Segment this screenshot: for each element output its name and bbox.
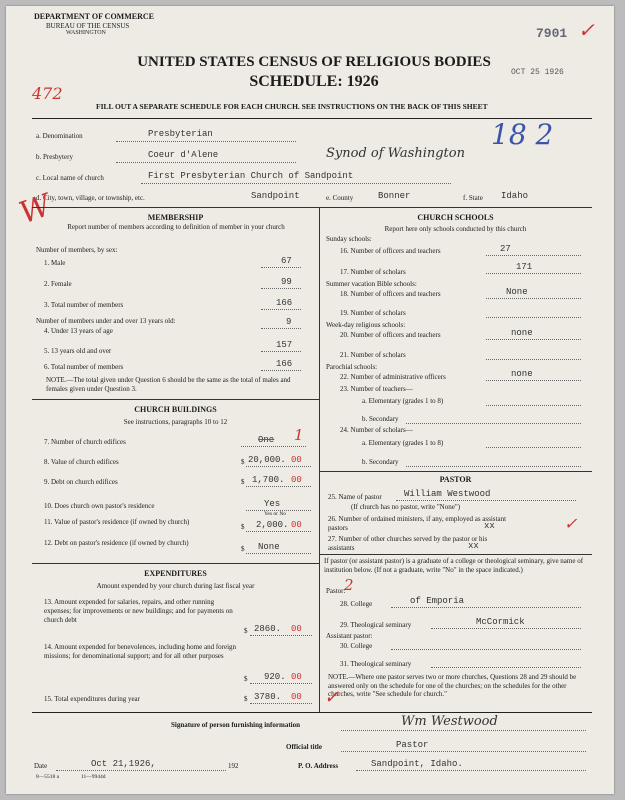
rule xyxy=(32,712,592,713)
q23a-label: a. Elementary (grades 1 to 8) xyxy=(362,397,444,405)
official-title-label: Official title xyxy=(286,743,322,751)
address-value: Sandpoint, Idaho. xyxy=(371,759,463,769)
schedule-number: 7901 xyxy=(536,26,568,41)
pastor-label: Pastor: xyxy=(326,587,346,595)
q7-correction: 1 xyxy=(294,426,304,444)
q29-label: 29. Theological seminary xyxy=(340,621,412,629)
received-date-stamp: OCT 25 1926 xyxy=(511,68,564,77)
expenditures-heading: EXPENDITURES xyxy=(144,569,207,578)
presbytery-value: Coeur d'Alene xyxy=(148,150,219,160)
q28-value: of Emporia xyxy=(410,596,465,606)
expenditures-subhead: Amount expended by your church during last fiscal year xyxy=(96,582,255,590)
q15-value: 3780. xyxy=(254,692,282,702)
q6-label: 6. Total number of members xyxy=(44,363,124,371)
q18-label: 18. Number of officers and teachers xyxy=(340,290,441,298)
rule xyxy=(32,563,319,564)
membership-subhead: Report number of members according to definition of member in your church xyxy=(67,223,285,231)
q24-label: 24. Number of scholars— xyxy=(340,426,413,434)
city-value: Sandpoint xyxy=(251,191,300,201)
weekday-label: Week-day religious schools: xyxy=(326,321,406,329)
rule xyxy=(32,207,592,208)
rule xyxy=(246,486,311,487)
red-check-mark: ✓ xyxy=(564,514,578,533)
q9-value: 1,700. xyxy=(252,475,285,485)
q8-cents: 00 xyxy=(291,455,302,465)
bureau-name: BUREAU OF THE CENSUS xyxy=(46,22,130,30)
church-name-label: c. Local name of church xyxy=(36,174,104,182)
rule xyxy=(341,730,586,731)
q7-label: 7. Number of church edifices xyxy=(44,438,126,446)
department-name: DEPARTMENT OF COMMERCE xyxy=(34,12,155,21)
rule xyxy=(246,553,311,554)
q25-label: 25. Name of pastor xyxy=(328,493,382,501)
print-number: 11—9944d xyxy=(81,774,106,780)
q8-value: 20,000. xyxy=(248,455,286,465)
red-check-mark: ✓ xyxy=(578,18,595,42)
pastor-correction: 2 xyxy=(344,576,354,594)
q9-label: 9. Debt on church edifices xyxy=(44,478,118,486)
q15-dollar: $ xyxy=(244,695,248,703)
rule xyxy=(32,399,319,400)
rule xyxy=(261,288,301,289)
rule xyxy=(246,531,311,532)
sex-label: Number of members, by sex: xyxy=(36,246,118,254)
rule xyxy=(116,162,296,163)
column-divider xyxy=(319,207,320,712)
schools-heading: CHURCH SCHOOLS xyxy=(417,213,494,222)
q9-cents: 00 xyxy=(291,475,302,485)
sunday-label: Sunday schools: xyxy=(326,235,372,243)
q26-value: xx xyxy=(484,521,495,531)
q5-value: 157 xyxy=(276,340,293,350)
q25-note: (If church has no pastor, write "None") xyxy=(351,503,461,511)
county-label: e. County xyxy=(326,194,354,202)
q19-label: 19. Number of scholars xyxy=(340,309,406,317)
form-title: UNITED STATES CENSUS OF RELIGIOUS BODIES xyxy=(137,54,491,70)
q17-label: 17. Number of scholars xyxy=(340,268,406,276)
state-value: Idaho xyxy=(501,191,529,201)
q31-label: 31. Theological seminary xyxy=(340,660,412,668)
schools-subhead: Report here only schools conducted by this church xyxy=(384,225,527,233)
pastor-heading: PASTOR xyxy=(439,475,472,484)
q21-label: 21. Number of scholars xyxy=(340,351,406,359)
rule xyxy=(319,471,592,472)
q9-dollar: $ xyxy=(241,478,245,486)
rule xyxy=(486,339,581,340)
rule xyxy=(486,255,581,256)
rule xyxy=(406,466,581,467)
rule xyxy=(486,447,581,448)
rule xyxy=(261,351,301,352)
rule xyxy=(486,273,581,274)
date-label: Date xyxy=(34,762,48,770)
rule xyxy=(250,703,312,704)
membership-note: NOTE.—The total given under Question 6 should be the same as the total of males and females given under Question 3. xyxy=(46,376,291,393)
age-label: Number of members under and over 13 years old: xyxy=(36,317,176,325)
denomination-label: a. Denomination xyxy=(36,132,83,140)
rule xyxy=(141,183,451,184)
signature-label: Signature of person furnishing information xyxy=(171,721,300,729)
q25-value: William Westwood xyxy=(404,489,491,499)
college-note: If pastor (or assistant pastor) is a graduate of a college or theological seminary, give name of institution below. (If not a graduate, write "No" in the space indicated.) xyxy=(324,557,584,574)
rule xyxy=(261,370,301,371)
county-value: Bonner xyxy=(378,191,411,201)
q27-value: xx xyxy=(468,541,479,551)
q14-cents: 00 xyxy=(291,672,302,682)
q24b-label: b. Secondary xyxy=(362,458,399,466)
fill-instruction: FILL OUT A SEPARATE SCHEDULE FOR EACH CHURCH. SEE INSTRUCTIONS ON THE BACK OF THIS SHEET xyxy=(96,102,488,111)
q22-label: 22. Number of administrative officers xyxy=(340,373,446,381)
form-number: 8—5518 a xyxy=(36,774,60,780)
q4-value: 9 xyxy=(286,317,292,327)
summer-label: Summer vacation Bible schools: xyxy=(326,280,417,288)
q16-label: 16. Number of officers and teachers xyxy=(340,247,441,255)
signature-value: Wm Westwood xyxy=(401,714,498,729)
q16-value: 27 xyxy=(500,244,511,254)
red-margin-mark: W xyxy=(14,187,56,232)
state-label: f. State xyxy=(463,194,483,202)
rule xyxy=(486,405,581,406)
schedule-year: SCHEDULE: 1926 xyxy=(249,73,379,90)
bureau-city: WASHINGTON xyxy=(66,30,106,36)
q13-label: 13. Amount expended for salaries, repairs, and other running expenses; for improvements or new buildings; and for payments on church debt xyxy=(44,598,233,624)
address-label: P. O. Address xyxy=(298,762,339,770)
q11-label: 11. Value of pastor's residence (if owned by church) xyxy=(44,518,190,526)
q12-dollar: $ xyxy=(241,545,245,553)
rule xyxy=(486,298,581,299)
rule xyxy=(116,141,296,142)
church-name-value: First Presbyterian Church of Sandpoint xyxy=(148,171,354,181)
q1-label: 1. Male xyxy=(44,259,66,267)
rule xyxy=(241,446,306,447)
q13-dollar: $ xyxy=(244,627,248,635)
q23-label: 23. Number of teachers— xyxy=(340,385,413,393)
q2-value: 99 xyxy=(281,277,292,287)
buildings-heading: CHURCH BUILDINGS xyxy=(134,405,217,414)
year-suffix: 192 xyxy=(228,762,239,770)
rule xyxy=(431,667,581,668)
q2-label: 2. Female xyxy=(44,280,72,288)
denomination-value: Presbyterian xyxy=(148,129,213,139)
q12-label: 12. Debt on pastor's residence (if owned by church) xyxy=(44,539,189,547)
official-title-value: Pastor xyxy=(396,740,429,750)
city-label: d. City, town, village, or township, etc. xyxy=(36,194,145,202)
q13-cents: 00 xyxy=(291,624,302,634)
q10-label: 10. Does church own pastor's residence xyxy=(44,502,155,510)
q6-value: 166 xyxy=(276,359,293,369)
rule xyxy=(250,635,312,636)
q1-value: 67 xyxy=(281,256,292,266)
rule xyxy=(246,466,311,467)
q8-dollar: $ xyxy=(241,458,245,466)
q4-label: 4. Under 13 years of age xyxy=(44,327,113,335)
yes-no-hint: Yes or No xyxy=(264,511,287,517)
rule xyxy=(431,628,581,629)
q24a-label: a. Elementary (grades 1 to 8) xyxy=(362,439,444,447)
q26-label: 26. Number of ordained ministers, if any, employed as assistant pastors xyxy=(328,515,507,532)
q10-value: Yes xyxy=(264,499,281,509)
rule xyxy=(56,770,226,771)
census-schedule-sheet xyxy=(6,6,614,794)
q23b-label: b. Secondary xyxy=(362,415,399,423)
rule xyxy=(250,683,312,684)
rule xyxy=(261,267,301,268)
q17-value: 171 xyxy=(516,262,533,272)
rule xyxy=(406,423,581,424)
q14-label: 14. Amount expended for benevolences, including home and foreign missions; for denominational support; and for all other purposes xyxy=(44,643,237,660)
q15-cents: 00 xyxy=(291,692,302,702)
date-value: Oct 21,1926, xyxy=(91,759,156,769)
q11-cents: 00 xyxy=(291,520,302,530)
synod-note: Synod of Washington xyxy=(326,146,465,161)
rule xyxy=(391,649,581,650)
q5-label: 5. 13 years old and over xyxy=(44,347,112,355)
rule xyxy=(391,607,581,608)
rule xyxy=(356,770,586,771)
rule xyxy=(246,510,311,511)
q11-value: 2,000. xyxy=(256,520,289,530)
q12-value: None xyxy=(258,542,280,552)
q28-label: 28. College xyxy=(340,600,373,608)
pastor-note: NOTE.—Where one pastor serves two or more churches, Questions 28 and 29 should be answered only on the schedule for one of the churches; on the schedules for the other churches, write "See schedule for church." xyxy=(328,673,577,698)
margin-number: 472 xyxy=(32,84,63,103)
q29-value: McCormick xyxy=(476,617,525,627)
red-check-mark: ✓ xyxy=(324,687,340,708)
q20-value: none xyxy=(511,328,533,338)
q3-value: 166 xyxy=(276,298,293,308)
q27-label: 27. Number of other churches served by the pastor or his assistants xyxy=(328,535,488,552)
presbytery-label: b. Presbytery xyxy=(36,153,73,161)
q30-label: 30. College xyxy=(340,642,373,650)
q3-label: 3. Total number of members xyxy=(44,301,124,309)
q15-label: 15. Total expenditures during year xyxy=(44,695,140,703)
parochial-label: Parochial schools: xyxy=(326,363,378,371)
q14-value: 920. xyxy=(264,672,286,682)
q18-value: None xyxy=(506,287,528,297)
q22-value: none xyxy=(511,369,533,379)
q11-dollar: $ xyxy=(241,523,245,531)
rule xyxy=(486,317,581,318)
rule xyxy=(396,500,576,501)
rule xyxy=(341,751,586,752)
blue-annotation: 18 2 xyxy=(491,118,554,151)
rule xyxy=(261,328,301,329)
q7-value: One xyxy=(258,435,275,445)
rule xyxy=(486,359,581,360)
rule xyxy=(319,554,592,555)
q14-dollar: $ xyxy=(244,675,248,683)
buildings-subhead: See instructions, paragraphs 10 to 12 xyxy=(123,418,228,426)
q8-label: 8. Value of church edifices xyxy=(44,458,119,466)
q13-value: 2860. xyxy=(254,624,282,634)
rule xyxy=(486,380,581,381)
assistant-label: Assistant pastor: xyxy=(326,632,373,640)
rule xyxy=(261,309,301,310)
membership-heading: MEMBERSHIP xyxy=(147,213,204,222)
q20-label: 20. Number of officers and teachers xyxy=(340,331,441,339)
